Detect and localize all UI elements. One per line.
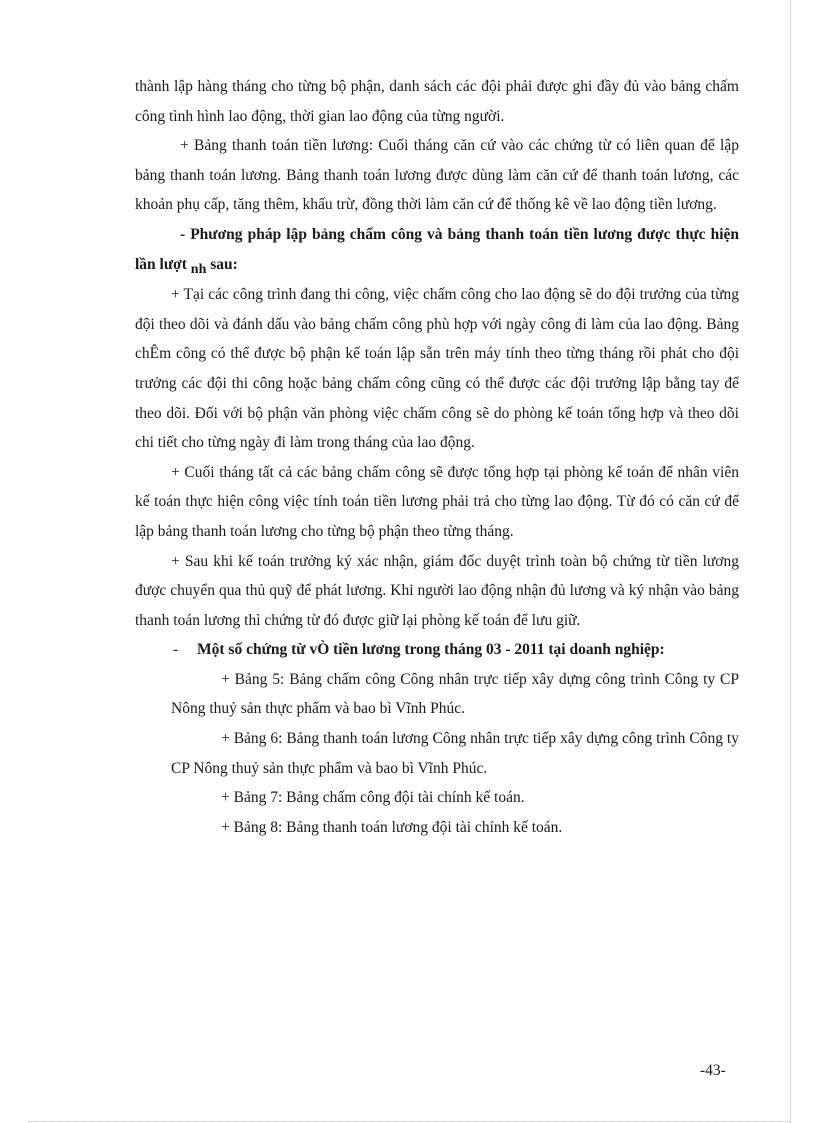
heading-method-text: - Phương pháp lập bảng chấm công và bảng thanh toán tiền lương được thực hiện lần lượt — [135, 225, 739, 273]
paragraph-continuation: thành lập hàng tháng cho từng bộ phận, danh sách các đội phải được ghi đầy đủ vào bảng chấm công tình hình lao động, thời gian lao động của từng người. — [135, 78, 739, 125]
list-item-table-5: + Bảng 5: Bảng chấm công Công nhân trực tiếp xây dựng công trình Công ty CP Nông thuỷ sản thực phẩm và bao bì Vĩnh Phúc. — [171, 670, 739, 718]
list-item-table-6: + Bảng 6: Bảng thanh toán lương Công nhân trực tiếp xây dựng công trình Công ty CP Nông thuỷ sản thực phẩm và bao bì Vĩnh Phúc. — [171, 730, 739, 777]
heading-documents-text: Một số chứng từ vÒ tiền lương trong tháng 03 - 2011 tại doanh nghiệp: — [197, 641, 665, 659]
paragraph-payroll-sheet: + Bảng thanh toán tiền lương: Cuối tháng căn cứ vào các chứng từ có liên quan để lập bảng thanh toán lương. Bảng thanh toán lương được dùng làm căn cứ để thanh toán lương, các khoản phụ cấp, tăng thêm, khấu trừ, đồng thời làm căn cứ để thống kê về lao động tiền lương. — [135, 137, 739, 214]
page-border-right — [790, 0, 791, 1123]
heading-documents — [135, 635, 739, 665]
heading-method-nh: nh — [190, 261, 207, 277]
list-item-table-8: + Bảng 8: Bảng thanh toán lương đội tài chính kế toán. — [221, 818, 563, 836]
page-body — [135, 72, 739, 842]
table-list-short — [135, 783, 739, 842]
page-number: -43- — [700, 1062, 726, 1079]
heading-documents-dash: - — [173, 641, 179, 659]
heading-method — [135, 220, 739, 280]
heading-method-end: sau: — [210, 255, 238, 273]
table-list — [135, 665, 739, 783]
list-item-table-7: + Bảng 7: Bảng chấm công đội tài chính kế toán. — [221, 789, 525, 807]
page-border-bottom — [28, 1121, 790, 1122]
paragraph-site-timekeeping: + Tại các công trình đang thi công, việc chấm công cho lao động sẽ do đội trưởng của từng đội theo dõi và đánh dấu vào bảng chấm công phù hợp với ngày công đi làm của lao động. Bảng chÊm công có thể được bộ phận kế toán lập sẵn trên máy tính theo từng tháng rồi phát cho đội trưởng các đội thi công hoặc bảng chấm công cũng có thể được các đội trưởng lập bằng tay để theo dõi. Đối với bộ phận văn phòng việc chấm công sẽ do phòng kế toán tổng hợp và theo dõi chi tiết cho từng ngày đi làm trong tháng của lao động. — [135, 286, 739, 452]
paragraph-approval: + Sau khi kế toán trưởng ký xác nhận, giám đốc duyệt trình toàn bộ chứng từ tiền lương được chuyển qua thủ quỹ để phát lương. Khi người lao động nhận đủ lương và ký nhận vào bảng thanh toán lương thì chứng từ đó được giữ lại phòng kế toán để lưu giữ. — [135, 552, 739, 629]
paragraph-month-end: + Cuối tháng tất cả các bảng chấm công sẽ được tổng hợp tại phòng kế toán để nhân viên kế toán thực hiện công việc tính toán tiền lương phải trả cho từng lao động. Từ đó có căn cứ để lập bảng thanh toán lương cho từng bộ phận theo từng tháng. — [135, 463, 739, 540]
